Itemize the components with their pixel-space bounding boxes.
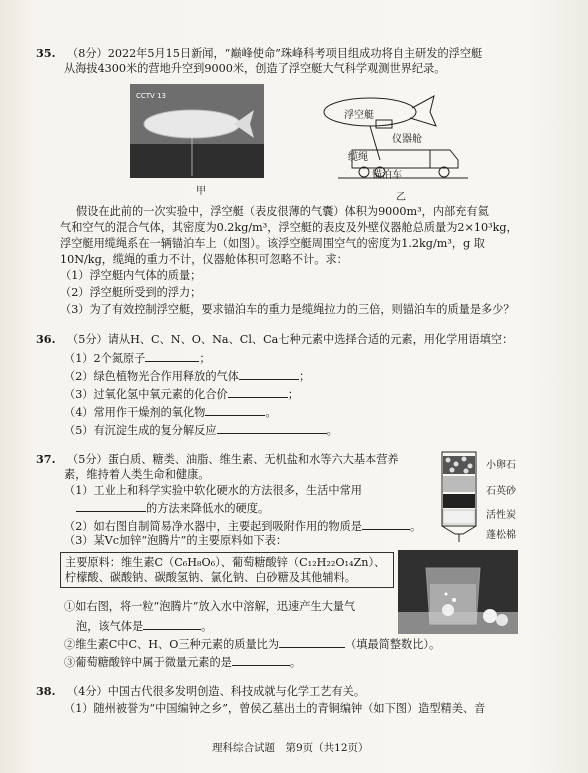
label-airship: 浮空艇 [344, 110, 374, 121]
figure-jia-caption: 甲 [196, 186, 206, 197]
q35-sub3: （3）为了有效控制浮空艇，要求锚泊车的重力是缆绳拉力的三倍，则锚泊车的质量是多少？ [60, 303, 515, 316]
answer-blank[interactable] [145, 350, 199, 362]
filter-label-activated-carbon: 活性炭 [486, 510, 516, 521]
q36-intro: 36. （5分）请从H、C、N、O、Na、Cl、Ca七种元素中选择合适的元素，用化学用语填空： [36, 332, 514, 346]
airship-photo [130, 84, 264, 178]
effervescent-photo-graphic [398, 550, 518, 634]
q35-sub2: （2）浮空艇所受到的浮力； [60, 286, 202, 299]
page-footer: 理科综合试题 第9页（共12页） [212, 742, 369, 754]
label-cable: 缆绳 [348, 152, 368, 163]
q37-sub1a: （1）工业上和科学实验中软化硬水的方法很多，生活中常用 [64, 484, 362, 497]
filter-label-quartz-sand: 石英砂 [486, 486, 516, 497]
q35-sub1: （1）浮空艇内气体的质量； [60, 269, 202, 282]
answer-blank[interactable] [217, 422, 327, 434]
q35-para-line3: 浮空艇用缆绳系在一辆锚泊车上（如图）。该浮空艇周围空气的密度为1.2kg/m³，g 取 [60, 237, 485, 250]
tv-logo: CCTV 13 [136, 92, 166, 100]
q35-intro-line2: 从海拔4300米的营地升空到9000米，创造了浮空艇大气科学观测世界纪录。 [64, 62, 446, 75]
q38-number: 38. [36, 684, 56, 698]
q36-sub5: （5）有沉淀生成的复分解反应 。 [64, 424, 338, 437]
q35-para-line4: 10N/kg，缆绳的重力不计，仪器舱体积可忽略不计。求： [60, 253, 348, 266]
q37-sub2: （2）如右图自制简易净水器中，主要起到吸附作用的物质是 。 [64, 520, 422, 533]
figure-yi-caption: 乙 [396, 192, 406, 203]
q37-c1a: ①如右图，将一粒“泡腾片”放入水中溶解，迅速产生大量气 [64, 600, 356, 613]
ingredient-line1: 主要原料：维生素C（C₆H₈O₆）、葡萄糖酸锌（C₁₂H₂₂O₁₄Zn）、 [65, 556, 386, 569]
q36-sub4: （4）常用作干燥剂的氧化物 。 [64, 406, 277, 419]
q38-sub1: （1）随州被誉为“中国编钟之乡”，曾侯乙墓出土的青铜编钟（如下图）造型精美、音 [64, 702, 486, 715]
q36-sub1: （1）2个氮原子 ； [64, 352, 211, 365]
label-anchor-truck: 锚泊车 [372, 170, 402, 181]
answer-blank[interactable] [205, 404, 265, 416]
answer-blank[interactable] [279, 636, 345, 648]
q37-c1b: 泡，该气体是 。 [76, 620, 213, 633]
answer-blank[interactable] [76, 500, 146, 512]
q37-c2: ②维生素C中C、H、O三种元素的质量比为 （填最简整数比）。 [64, 638, 441, 651]
q36-number: 36. [36, 332, 56, 346]
answer-blank[interactable] [143, 618, 201, 630]
answer-blank[interactable] [362, 518, 410, 530]
ingredient-box [60, 552, 394, 588]
airship-photo-graphic [130, 84, 264, 178]
water-filter-diagram [438, 446, 482, 542]
q37-c3: ③葡萄糖酸锌中属于微量元素的是 。 [64, 656, 302, 669]
q36-sub3: （3）过氧化氢中氧元素的化合价 ； [64, 388, 299, 401]
answer-blank[interactable] [232, 654, 290, 666]
q38-intro: 38. （4分）中国古代很多发明创造、科技成就与化学工艺有关。 [36, 684, 366, 698]
answer-blank[interactable] [228, 386, 288, 398]
q35-para-line1: 假设在此前的一次实验中，浮空艇（表皮很薄的气囊）体积为9000m³，内部充有氦 [76, 205, 489, 218]
ingredient-line2: 柠檬酸、碳酸钠、碳酸氢钠、氯化钠、白砂糖及其他辅料。 [65, 571, 356, 584]
effervescent-photo [398, 550, 518, 634]
answer-blank[interactable] [239, 368, 299, 380]
filter-label-pebbles: 小卵石 [486, 460, 516, 471]
q35-para-line2: 气和空气的混合气体，其密度为0.2kg/m³，浮空艇的表皮及外壁仪器舱总质量为2×10³kg， [60, 221, 518, 234]
q35-number: 35. [36, 46, 56, 60]
label-instrument-cabin: 仪器舱 [392, 134, 422, 145]
q35-intro-line1: 35. （8分）2022年5月15日新闻，“巅峰使命”珠峰科考项目组成功将自主研发的浮空艇 [36, 46, 483, 60]
q36-sub2: （2）绿色植物光合作用释放的气体 ； [64, 370, 311, 383]
q37-intro-line1: 37. （5分）蛋白质、糖类、油脂、维生素、无机盐和水等六大基本营养 [36, 452, 399, 466]
filter-label-cotton: 蓬松棉 [486, 530, 516, 541]
q37-intro-line2: 素，维持着人类生命和健康。 [64, 468, 210, 481]
q37-sub1b: 的方法来降低水的硬度。 [76, 500, 269, 516]
q37-number: 37. [36, 452, 56, 466]
q37-sub3: （3）某Vc加锌“泡腾片”的主要原料如下表： [64, 534, 288, 547]
